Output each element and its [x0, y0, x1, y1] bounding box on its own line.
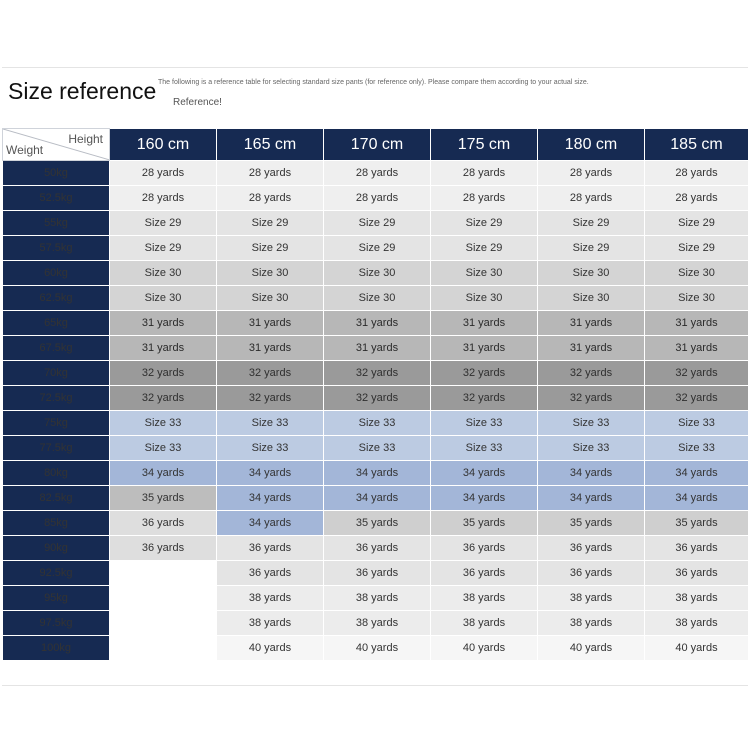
weight-cell: 62.5kg	[3, 286, 110, 311]
size-cell: Size 30	[538, 286, 645, 311]
size-cell: 34 yards	[645, 461, 749, 486]
size-cell: Size 33	[645, 411, 749, 436]
size-cell: 36 yards	[431, 536, 538, 561]
size-cell: 28 yards	[431, 186, 538, 211]
size-cell: 32 yards	[217, 386, 324, 411]
size-cell: Size 30	[645, 261, 749, 286]
size-cell: 36 yards	[110, 536, 217, 561]
size-cell: 35 yards	[538, 511, 645, 536]
height-header: 175 cm	[431, 129, 538, 161]
size-cell: Size 29	[110, 211, 217, 236]
weight-cell: 90kg	[3, 536, 110, 561]
size-cell: 32 yards	[538, 361, 645, 386]
size-cell: Size 33	[645, 436, 749, 461]
weight-cell: 92.5kg	[3, 561, 110, 586]
table-row	[3, 411, 749, 436]
reference-subnote: Reference!	[173, 97, 222, 108]
weight-cell: 80kg	[3, 461, 110, 486]
size-cell: Size 33	[431, 436, 538, 461]
table-row	[3, 386, 749, 411]
table-row	[3, 361, 749, 386]
height-header: 185 cm	[645, 129, 749, 161]
size-cell: 38 yards	[217, 611, 324, 636]
size-cell: 31 yards	[645, 311, 749, 336]
size-cell: 31 yards	[431, 311, 538, 336]
size-cell: 31 yards	[217, 336, 324, 361]
size-cell: 34 yards	[538, 486, 645, 511]
size-cell: Size 30	[110, 286, 217, 311]
table-row	[3, 436, 749, 461]
size-cell: 36 yards	[324, 536, 431, 561]
size-cell: 40 yards	[645, 636, 749, 661]
size-cell: 38 yards	[645, 586, 749, 611]
height-header: 160 cm	[110, 129, 217, 161]
weight-cell: 82.5kg	[3, 486, 110, 511]
size-cell: 32 yards	[645, 361, 749, 386]
empty-cell	[110, 586, 217, 611]
weight-cell: 52.5kg	[3, 186, 110, 211]
size-cell: 34 yards	[324, 461, 431, 486]
table-row	[3, 611, 749, 636]
size-cell: 32 yards	[431, 361, 538, 386]
size-cell: 38 yards	[324, 586, 431, 611]
size-table	[2, 128, 749, 661]
size-cell: 32 yards	[324, 386, 431, 411]
size-cell: Size 29	[538, 236, 645, 261]
size-cell: 28 yards	[645, 186, 749, 211]
weight-cell: 100kg	[3, 636, 110, 661]
size-cell: 34 yards	[217, 511, 324, 536]
size-cell: 34 yards	[217, 461, 324, 486]
size-cell: Size 29	[431, 236, 538, 261]
size-cell: Size 30	[110, 261, 217, 286]
weight-cell: 55kg	[3, 211, 110, 236]
table-row	[3, 261, 749, 286]
size-cell: 36 yards	[645, 561, 749, 586]
table-row	[3, 186, 749, 211]
header-row	[3, 129, 749, 161]
weight-cell: 77.5kg	[3, 436, 110, 461]
weight-cell: 70kg	[3, 361, 110, 386]
size-cell: Size 29	[324, 211, 431, 236]
table-row	[3, 161, 749, 186]
size-cell: 34 yards	[538, 461, 645, 486]
table-row	[3, 586, 749, 611]
size-cell: Size 33	[538, 411, 645, 436]
size-cell: 38 yards	[538, 586, 645, 611]
table-row	[3, 536, 749, 561]
weight-cell: 50kg	[3, 161, 110, 186]
size-cell: Size 29	[217, 211, 324, 236]
height-header: 165 cm	[217, 129, 324, 161]
size-cell: 32 yards	[538, 386, 645, 411]
size-cell: 31 yards	[324, 336, 431, 361]
size-cell: 28 yards	[645, 161, 749, 186]
size-cell: 36 yards	[431, 561, 538, 586]
size-cell: Size 33	[110, 411, 217, 436]
table-row	[3, 511, 749, 536]
size-cell: 35 yards	[110, 486, 217, 511]
size-cell: 40 yards	[431, 636, 538, 661]
size-cell: 40 yards	[538, 636, 645, 661]
size-cell: 36 yards	[538, 536, 645, 561]
table-row	[3, 311, 749, 336]
weight-cell: 72.5kg	[3, 386, 110, 411]
weight-cell: 97.5kg	[3, 611, 110, 636]
size-cell: 35 yards	[324, 511, 431, 536]
size-cell: 34 yards	[431, 486, 538, 511]
size-cell: Size 33	[431, 411, 538, 436]
table-row	[3, 636, 749, 661]
table-row	[3, 561, 749, 586]
empty-cell	[110, 611, 217, 636]
size-cell: 34 yards	[431, 461, 538, 486]
table-row	[3, 486, 749, 511]
size-cell: 32 yards	[110, 361, 217, 386]
size-cell: Size 30	[217, 286, 324, 311]
size-cell: 28 yards	[217, 186, 324, 211]
size-cell: 36 yards	[110, 511, 217, 536]
size-cell: Size 33	[538, 436, 645, 461]
size-cell: 32 yards	[324, 361, 431, 386]
size-cell: 36 yards	[645, 536, 749, 561]
size-cell: Size 33	[217, 436, 324, 461]
size-cell: 31 yards	[217, 311, 324, 336]
size-cell: 31 yards	[110, 336, 217, 361]
table-row	[3, 211, 749, 236]
size-cell: 31 yards	[110, 311, 217, 336]
size-cell: Size 30	[324, 286, 431, 311]
height-axis-label: Height	[68, 132, 103, 146]
corner-cell	[3, 129, 110, 161]
size-cell: Size 29	[538, 211, 645, 236]
weight-cell: 95kg	[3, 586, 110, 611]
table-row	[3, 236, 749, 261]
size-cell: 28 yards	[110, 186, 217, 211]
size-cell: 32 yards	[431, 386, 538, 411]
size-cell: 31 yards	[645, 336, 749, 361]
size-cell: Size 29	[645, 236, 749, 261]
size-cell: 28 yards	[110, 161, 217, 186]
size-cell: 38 yards	[431, 586, 538, 611]
size-cell: 36 yards	[217, 536, 324, 561]
size-cell: Size 30	[645, 286, 749, 311]
size-cell: 28 yards	[217, 161, 324, 186]
size-cell: 31 yards	[538, 336, 645, 361]
size-cell: Size 30	[431, 286, 538, 311]
size-cell: 32 yards	[110, 386, 217, 411]
table-row	[3, 336, 749, 361]
size-cell: Size 30	[538, 261, 645, 286]
size-cell: Size 33	[324, 436, 431, 461]
size-cell: 28 yards	[431, 161, 538, 186]
weight-cell: 75kg	[3, 411, 110, 436]
size-cell: Size 29	[324, 236, 431, 261]
size-cell: Size 30	[217, 261, 324, 286]
size-cell: Size 30	[324, 261, 431, 286]
size-cell: 31 yards	[431, 336, 538, 361]
table-row	[3, 286, 749, 311]
size-cell: 28 yards	[324, 186, 431, 211]
size-cell: 38 yards	[431, 611, 538, 636]
size-cell: 36 yards	[324, 561, 431, 586]
size-cell: 34 yards	[645, 486, 749, 511]
size-cell: 28 yards	[538, 161, 645, 186]
size-cell: 35 yards	[431, 511, 538, 536]
size-cell: 32 yards	[645, 386, 749, 411]
size-cell: Size 29	[645, 211, 749, 236]
size-cell: 38 yards	[645, 611, 749, 636]
size-cell: Size 29	[217, 236, 324, 261]
size-cell: 38 yards	[324, 611, 431, 636]
size-cell: Size 29	[110, 236, 217, 261]
size-cell: 40 yards	[217, 636, 324, 661]
size-cell: 28 yards	[324, 161, 431, 186]
size-cell: 31 yards	[324, 311, 431, 336]
weight-cell: 65kg	[3, 311, 110, 336]
size-cell: 34 yards	[217, 486, 324, 511]
size-cell: 34 yards	[324, 486, 431, 511]
size-cell: Size 29	[431, 211, 538, 236]
height-header: 170 cm	[324, 129, 431, 161]
size-cell: 35 yards	[645, 511, 749, 536]
weight-cell: 85kg	[3, 511, 110, 536]
weight-cell: 60kg	[3, 261, 110, 286]
size-cell: 38 yards	[538, 611, 645, 636]
size-cell: Size 30	[431, 261, 538, 286]
height-header: 180 cm	[538, 129, 645, 161]
empty-cell	[110, 636, 217, 661]
empty-cell	[110, 561, 217, 586]
size-cell: 28 yards	[538, 186, 645, 211]
weight-cell: 57.5kg	[3, 236, 110, 261]
weight-cell: 67.5kg	[3, 336, 110, 361]
weight-axis-label: Weight	[6, 143, 44, 157]
size-cell: 32 yards	[217, 361, 324, 386]
size-cell: 31 yards	[538, 311, 645, 336]
reference-note: The following is a reference table for selecting standard size pants (for reference only). Please compare them according to your actual size.	[158, 79, 589, 86]
size-cell: Size 33	[324, 411, 431, 436]
size-cell: 36 yards	[538, 561, 645, 586]
size-cell: 40 yards	[324, 636, 431, 661]
size-cell: Size 33	[110, 436, 217, 461]
size-cell: 36 yards	[217, 561, 324, 586]
table-row	[3, 461, 749, 486]
size-cell: 38 yards	[217, 586, 324, 611]
size-cell: 34 yards	[110, 461, 217, 486]
page-title: Size reference	[8, 78, 157, 104]
size-cell: Size 33	[217, 411, 324, 436]
